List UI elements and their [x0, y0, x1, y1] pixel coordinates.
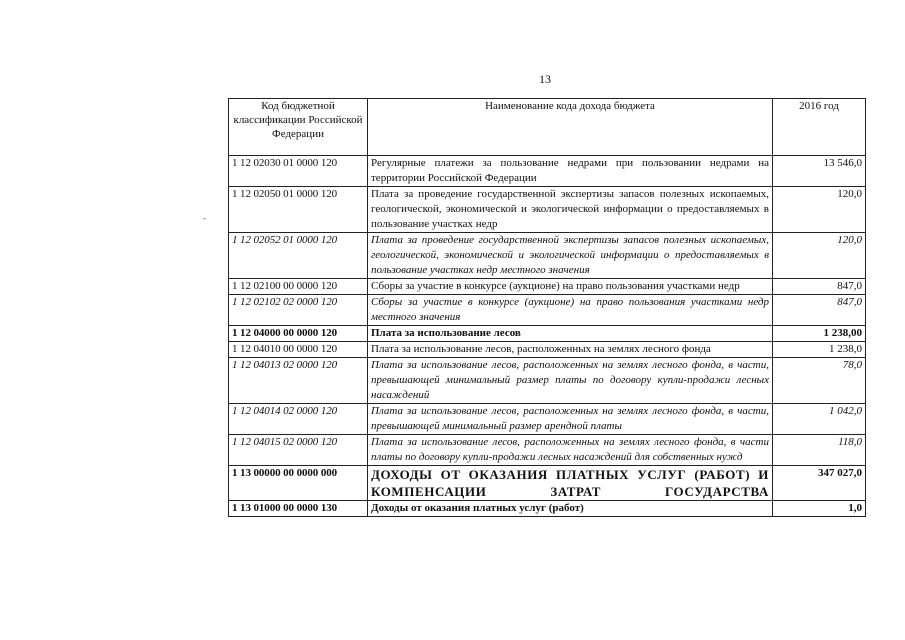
row-amount: 120,0 — [773, 187, 866, 233]
row-code: 1 12 04000 00 0000 120 — [229, 326, 368, 342]
row-code: 1 12 04010 00 0000 120 — [229, 342, 368, 358]
row-amount: 120,0 — [773, 233, 866, 279]
row-code: 1 12 02050 01 0000 120 — [229, 187, 368, 233]
row-amount: 1 238,0 — [773, 342, 866, 358]
table-row — [229, 295, 866, 326]
row-name: Плата за использование лесов — [368, 326, 773, 342]
row-amount: 1 042,0 — [773, 404, 866, 435]
row-code: 1 12 04013 02 0000 120 — [229, 358, 368, 404]
row-code: 1 12 04015 02 0000 120 — [229, 435, 368, 466]
table-row — [229, 326, 866, 342]
header-code: Код бюджетной классификации Российской Федерации — [229, 99, 368, 156]
row-amount: 1,0 — [773, 501, 866, 517]
row-amount: 78,0 — [773, 358, 866, 404]
table-row — [229, 435, 866, 466]
row-code: 1 12 02102 02 0000 120 — [229, 295, 368, 326]
row-code: 1 13 01000 00 0000 130 — [229, 501, 368, 517]
row-name: Плата за использование лесов, расположенных на землях лесного фонда — [368, 342, 773, 358]
row-amount: 347 027,0 — [773, 466, 866, 501]
header-name: Наименование кода дохода бюджета — [368, 99, 773, 156]
row-name: Плата за использование лесов, расположенных на землях лесного фонда, в части, превышающей минимальный размер платы по договору купли-продажи лесных насаждений — [368, 358, 773, 404]
row-code: 1 12 02052 01 0000 120 — [229, 233, 368, 279]
table-row — [229, 358, 866, 404]
row-amount: 118,0 — [773, 435, 866, 466]
row-code: 1 12 02100 00 0000 120 — [229, 279, 368, 295]
row-name: Плата за использование лесов, расположенных на землях лесного фонда, в части платы по договору купли-продажи лесных насаждений для собственных нужд — [368, 435, 773, 466]
row-amount: 847,0 — [773, 295, 866, 326]
row-name: Плата за использование лесов, расположенных на землях лесного фонда, в части, превышающей минимальный размер арендной платы — [368, 404, 773, 435]
row-name: ДОХОДЫ ОТ ОКАЗАНИЯ ПЛАТНЫХ УСЛУГ (РАБОТ) И КОМПЕНСАЦИИ ЗАТРАТ ГОСУДАРСТВА — [368, 466, 773, 501]
row-amount: 13 546,0 — [773, 156, 866, 187]
budget-revenue-table — [228, 98, 866, 517]
stray-mark: - — [203, 213, 206, 223]
table-row — [229, 279, 866, 295]
row-name: Плата за проведение государственной экспертизы запасов полезных ископаемых, геологической, экономической и экологической информации о предоставляемых в пользование участках недр местного значения — [368, 233, 773, 279]
page-number: 13 — [539, 72, 551, 86]
row-amount: 847,0 — [773, 279, 866, 295]
row-amount: 1 238,00 — [773, 326, 866, 342]
table-row — [229, 342, 866, 358]
row-code: 1 13 00000 00 0000 000 — [229, 466, 368, 501]
row-name: Доходы от оказания платных услуг (работ) — [368, 501, 773, 517]
header-year: 2016 год — [773, 99, 866, 156]
row-name: Регулярные платежи за пользование недрами при пользовании недрами на территории Российской Федерации — [368, 156, 773, 187]
table-row — [229, 466, 866, 501]
row-code: 1 12 04014 02 0000 120 — [229, 404, 368, 435]
row-name: Сборы за участие в конкурсе (аукционе) на право пользования участками недр местного значения — [368, 295, 773, 326]
table-row — [229, 404, 866, 435]
table-row — [229, 187, 866, 233]
table-row — [229, 501, 866, 517]
table-row — [229, 233, 866, 279]
row-code: 1 12 02030 01 0000 120 — [229, 156, 368, 187]
row-name: Сборы за участие в конкурсе (аукционе) на право пользования участками недр — [368, 279, 773, 295]
row-name: Плата за проведение государственной экспертизы запасов полезных ископаемых, геологической, экономической и экологической информации о предоставляемых в пользование участках недр — [368, 187, 773, 233]
table-row — [229, 156, 866, 187]
table-header-row — [229, 99, 866, 156]
